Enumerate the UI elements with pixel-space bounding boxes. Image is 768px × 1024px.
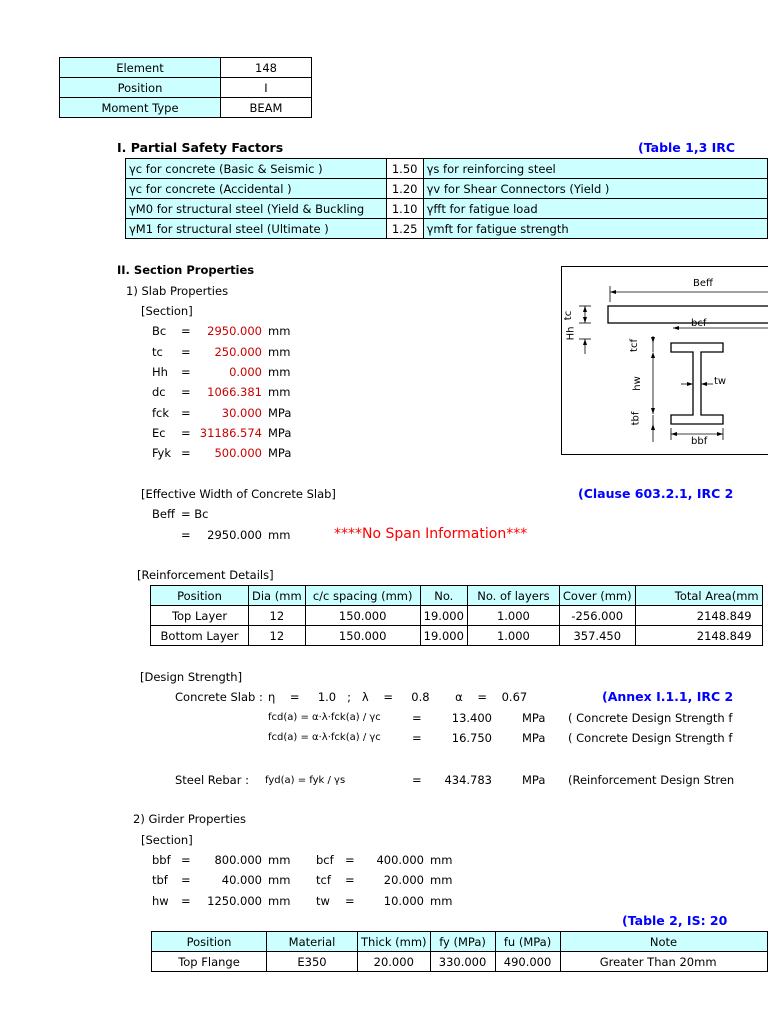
girder-unit: mm xyxy=(268,894,291,908)
section-2-title: II. Section Properties xyxy=(117,263,255,277)
reinf-cell: 150.000 xyxy=(305,606,420,626)
psf-label: γc for concrete (Accidental ) xyxy=(126,179,387,199)
girder-unit: mm xyxy=(430,894,453,908)
reinf-cell: 1.000 xyxy=(467,606,559,626)
position-value: I xyxy=(221,78,312,98)
material-table-reference: (Table 2, IS: 20 xyxy=(622,913,728,928)
slab-symbol: tc xyxy=(152,345,163,359)
design-value: 16.750 xyxy=(451,731,492,745)
slab-unit: mm xyxy=(268,365,291,379)
partial-safety-factors-wrap xyxy=(125,158,768,242)
diagram-beff-label: Beff xyxy=(693,278,713,289)
slab-unit: MPa xyxy=(268,406,292,420)
psf-right-label: γv for Shear Connectors (Yield ) xyxy=(423,179,767,199)
girder-symbol: bbf xyxy=(152,853,171,867)
slab-unit: mm xyxy=(268,324,291,338)
equals-sign: = xyxy=(181,894,191,908)
design-value: 13.400 xyxy=(451,711,492,725)
design-note: ( Concrete Design Strength f xyxy=(568,731,733,745)
reinf-cell: Bottom Layer xyxy=(151,626,249,646)
reinf-cell: Top Layer xyxy=(151,606,249,626)
effective-width-reference: (Clause 603.2.1, IRC 2 xyxy=(578,486,734,501)
slab-symbol: Ec xyxy=(152,426,166,440)
diagram-tc-label: tc xyxy=(563,310,575,321)
diagram-bcf-label: bcf xyxy=(691,318,707,329)
girder-unit: mm xyxy=(430,853,453,867)
table-row xyxy=(151,606,763,626)
slab-value: 250.000 xyxy=(214,345,262,359)
girder-value: 20.000 xyxy=(383,873,424,887)
girder-symbol: bcf xyxy=(316,853,334,867)
reinforcement-title: [Reinforcement Details] xyxy=(137,568,274,582)
effective-width-title: [Effective Width of Concrete Slab] xyxy=(141,487,336,501)
diagram-hh-label: Hh xyxy=(565,326,577,341)
girder-unit: mm xyxy=(268,873,291,887)
equals-sign: = xyxy=(412,773,422,787)
equals-sign: = xyxy=(181,446,191,460)
equals-sign: = xyxy=(412,711,422,725)
reinf-cell: 357.450 xyxy=(559,626,635,646)
reinforcement-table xyxy=(150,585,763,646)
girder-unit: mm xyxy=(430,873,453,887)
reinf-cell: -256.000 xyxy=(559,606,635,626)
reinf-header: No. xyxy=(420,586,467,606)
material-header: Note xyxy=(560,932,767,952)
diagram-hw-label: hw xyxy=(631,376,643,391)
slab-value: 1066.381 xyxy=(207,385,262,399)
effective-width-unit: mm xyxy=(268,528,291,542)
steel-rebar-label: Steel Rebar : xyxy=(175,773,249,787)
psf-label: γM0 for structural steel (Yield & Buckling xyxy=(126,199,387,219)
design-strength-reference: (Annex I.1.1, IRC 2 xyxy=(602,689,734,704)
element-info-table xyxy=(59,57,312,118)
reinf-header: Position xyxy=(151,586,249,606)
slab-unit: MPa xyxy=(268,446,292,460)
slab-symbol: Fyk xyxy=(152,446,172,460)
reinf-header: Dia (mm xyxy=(249,586,306,606)
section-diagram xyxy=(561,266,768,456)
psf-label: γc for concrete (Basic & Seismic ) xyxy=(126,159,387,179)
moment-type-value: BEAM xyxy=(221,98,312,118)
equals-sign: = xyxy=(412,731,422,745)
material-header: fu (MPa) xyxy=(495,932,560,952)
reinf-header: Total Area(mm xyxy=(635,586,762,606)
equals-sign: = xyxy=(181,345,191,359)
table-row xyxy=(152,952,768,972)
reinf-cell: 2148.849 xyxy=(635,606,762,626)
design-strength-title: [Design Strength] xyxy=(140,670,243,684)
material-header: Thick (mm) xyxy=(358,932,431,952)
position-label: Position xyxy=(60,78,221,98)
design-formula: fcd(a) = α⋅λ⋅fck(a) / γc xyxy=(268,732,381,743)
diagram-tbf-label: tbf xyxy=(630,411,642,426)
reinf-cell: 12 xyxy=(249,606,306,626)
design-coefficients: η = 1.0 ; λ = 0.8 α = 0.67 xyxy=(268,690,528,704)
i-girder-diagram xyxy=(561,266,768,456)
no-span-warning: ****No Span Information*** xyxy=(334,526,528,542)
material-wrap xyxy=(151,931,768,973)
rebar-unit: MPa xyxy=(522,773,546,787)
psf-right-label: γfft for fatigue load xyxy=(423,199,767,219)
diagram-tw-label: tw xyxy=(714,376,727,387)
material-cell: 490.000 xyxy=(495,952,560,972)
slab-symbol: fck xyxy=(152,406,170,420)
reinf-header: Cover (mm) xyxy=(559,586,635,606)
girder-value: 800.000 xyxy=(214,853,262,867)
slab-value: 31186.574 xyxy=(199,426,262,440)
partial-safety-factors-table xyxy=(125,158,768,239)
reinf-cell: 150.000 xyxy=(305,626,420,646)
rebar-formula: fyd(a) = fyk / γs xyxy=(265,775,346,786)
equals-sign: = xyxy=(345,873,355,887)
psf-right-label: γmft for fatigue strength xyxy=(423,219,767,239)
effective-width-symbol: Beff xyxy=(152,507,175,521)
slab-unit: mm xyxy=(268,345,291,359)
design-formula: fcd(a) = α⋅λ⋅fck(a) / γc xyxy=(268,712,381,723)
psf-value: 1.20 xyxy=(386,179,423,199)
design-note: ( Concrete Design Strength f xyxy=(568,711,733,725)
slab-value: 0.000 xyxy=(229,365,262,379)
girder-symbol: tw xyxy=(316,894,330,908)
psf-value: 1.50 xyxy=(386,159,423,179)
material-cell: Top Flange xyxy=(152,952,267,972)
girder-properties-title: 2) Girder Properties xyxy=(133,812,246,826)
slab-value: 30.000 xyxy=(221,406,262,420)
section-1-reference: (Table 1,3 IRC xyxy=(638,140,736,155)
girder-value: 400.000 xyxy=(376,853,424,867)
slab-section-label: [Section] xyxy=(141,304,193,318)
girder-symbol: hw xyxy=(152,894,169,908)
girder-value: 1250.000 xyxy=(207,894,262,908)
material-header: Material xyxy=(267,932,358,952)
table-row xyxy=(151,626,763,646)
girder-value: 40.000 xyxy=(221,873,262,887)
equals-sign: = xyxy=(181,406,191,420)
element-value: 148 xyxy=(221,58,312,78)
psf-label: γM1 for structural steel (Ultimate ) xyxy=(126,219,387,239)
moment-type-label: Moment Type xyxy=(60,98,221,118)
diagram-tcf-label: tcf xyxy=(628,339,640,352)
psf-right-label: γs for reinforcing steel xyxy=(423,159,767,179)
psf-value: 1.10 xyxy=(386,199,423,219)
diagram-bbf-label: bbf xyxy=(691,436,708,447)
material-header: Position xyxy=(152,932,267,952)
psf-value: 1.25 xyxy=(386,219,423,239)
effective-width-formula: = Bc xyxy=(181,507,209,521)
reinf-cell: 2148.849 xyxy=(635,626,762,646)
material-table xyxy=(151,931,768,972)
slab-properties-title: 1) Slab Properties xyxy=(126,284,229,298)
equals-sign: = xyxy=(345,894,355,908)
girder-symbol: tbf xyxy=(152,873,168,887)
slab-value: 500.000 xyxy=(214,446,262,460)
equals-sign: = xyxy=(181,324,191,338)
girder-unit: mm xyxy=(268,853,291,867)
slab-symbol: Hh xyxy=(152,365,168,379)
girder-symbol: tcf xyxy=(316,873,331,887)
reinforcement-wrap xyxy=(150,585,768,647)
girder-value: 10.000 xyxy=(383,894,424,908)
equals-sign: = xyxy=(181,528,191,542)
material-cell: 20.000 xyxy=(358,952,431,972)
rebar-value: 434.783 xyxy=(444,773,492,787)
slab-symbol: dc xyxy=(152,385,166,399)
material-cell: E350 xyxy=(267,952,358,972)
reinf-header: No. of layers xyxy=(467,586,559,606)
reinf-cell: 12 xyxy=(249,626,306,646)
reinf-cell: 19.000 xyxy=(420,626,467,646)
equals-sign: = xyxy=(345,853,355,867)
reinf-cell: 1.000 xyxy=(467,626,559,646)
material-header: fy (MPa) xyxy=(430,932,495,952)
design-unit: MPa xyxy=(522,731,546,745)
material-cell: Greater Than 20mm xyxy=(560,952,767,972)
concrete-slab-label: Concrete Slab : xyxy=(175,690,263,704)
reinf-header: c/c spacing (mm) xyxy=(305,586,420,606)
equals-sign: = xyxy=(181,385,191,399)
equals-sign: = xyxy=(181,853,191,867)
effective-width-value: 2950.000 xyxy=(207,528,262,542)
rebar-note: (Reinforcement Design Stren xyxy=(568,773,735,787)
equals-sign: = xyxy=(181,365,191,379)
slab-symbol: Bc xyxy=(152,324,167,338)
slab-unit: MPa xyxy=(268,426,292,440)
slab-unit: mm xyxy=(268,385,291,399)
element-label: Element xyxy=(60,58,221,78)
slab-value: 2950.000 xyxy=(207,324,262,338)
section-1-title: I. Partial Safety Factors xyxy=(117,140,284,155)
girder-section-label: [Section] xyxy=(141,833,193,847)
equals-sign: = xyxy=(181,426,191,440)
material-cell: 330.000 xyxy=(430,952,495,972)
reinf-cell: 19.000 xyxy=(420,606,467,626)
equals-sign: = xyxy=(181,873,191,887)
design-unit: MPa xyxy=(522,711,546,725)
